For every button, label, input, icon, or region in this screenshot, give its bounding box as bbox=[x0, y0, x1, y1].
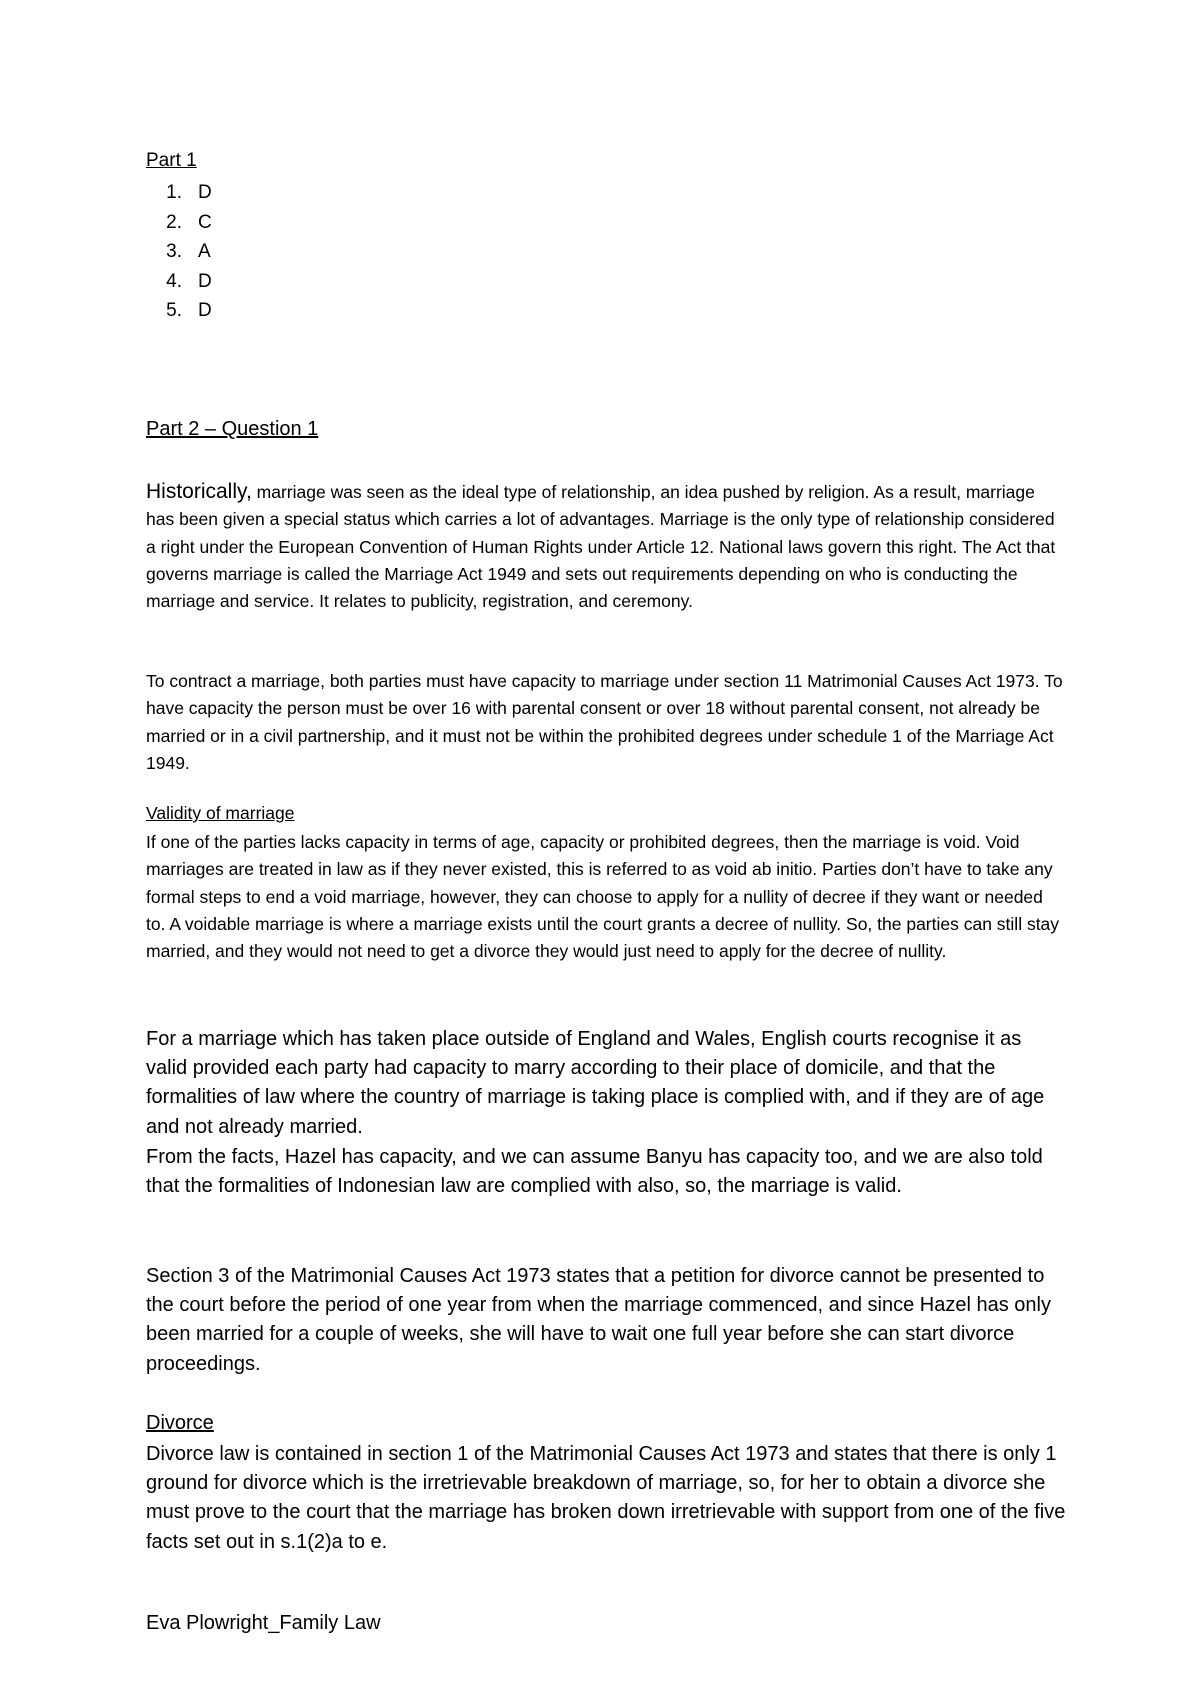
page-footer: Eva Plowright_Family Law bbox=[146, 1612, 381, 1634]
paragraph-capacity: To contract a marriage, both parties must have capacity to marriage under section 11 Matrimonial Causes Act 1973. To have capacity the person must be over 16 with parental consent or over 18 without parental consent, not already be married or in a civil partnership, and it must not be within the prohibited degrees under schedule 1 of the Marriage Act 1949. bbox=[146, 671, 1063, 773]
list-item: 3. A bbox=[146, 237, 212, 267]
paragraph-validity: If one of the parties lacks capacity in terms of age, capacity or prohibited degrees, then the marriage is void. Void marriages are treated in law as if they never existed, this is referred to as void ab initio. Parties don’t have to take any formal steps to end a void marriage, however, they can choose to apply for a nullity of decree if they want or needed to. A voidable marriage is where a marriage exists until the court grants a decree of nullity. So, the parties can still stay married, and they would not need to get a divorce they would just need to apply for the decree of nullity. bbox=[146, 832, 1060, 962]
answer-value: D bbox=[198, 182, 212, 203]
answer-value: A bbox=[198, 241, 211, 262]
paragraph-facts: From the facts, Hazel has capacity, and we can assume Banyu has capacity too, and we are also told that the formalities of Indonesian law are complied with also, so, the marriage is valid. bbox=[146, 1146, 1043, 1198]
divorce-heading: Divorce bbox=[146, 1412, 214, 1434]
answer-value: D bbox=[198, 270, 212, 292]
paragraph-section-3: Section 3 of the Matrimonial Causes Act 1973 states that a petition for divorce cannot be presented to the court before the period of one year from when the marriage commenced, and since Hazel has only been married for a couple of weeks, she will have to wait one full year before she can start divorce proceedings. bbox=[146, 1265, 1051, 1375]
list-item: 2. C bbox=[146, 208, 212, 238]
part1-heading: Part 1 bbox=[146, 150, 197, 171]
answer-list bbox=[146, 178, 212, 326]
paragraph-historically: Historically, marriage was seen as the ideal type of relationship, an idea pushed by religion. As a result, marriage has been given a special status which carries a lot of advantages. Marriage is the only type of relationship considered a right under the European Convention of Human Rights under Article 12. National laws govern this right. The Act that governs marriage is called the Marriage Act 1949 and sets out requirements depending on who is conducting the marriage and service. It relates to publicity, registration, and ceremony. bbox=[146, 480, 1056, 612]
list-item: 4. D bbox=[146, 267, 212, 297]
list-item: 5. D bbox=[146, 296, 212, 326]
paragraph-divorce: Divorce law is contained in section 1 of the Matrimonial Causes Act 1973 and states that there is only 1 ground for divorce which is the irretrievable breakdown of marriage, so, for her to obtain a divorce she must prove to the court that the marriage has broken down irretrievable with support from one of the five facts set out in s.1(2)a to e. bbox=[146, 1443, 1066, 1553]
answer-value: D bbox=[198, 300, 212, 321]
answer-value: C bbox=[198, 211, 212, 233]
validity-heading: Validity of marriage bbox=[146, 803, 295, 823]
part2-heading: Part 2 – Question 1 bbox=[146, 418, 319, 440]
paragraph-foreign-marriage: For a marriage which has taken place outside of England and Wales, English courts recognise it as valid provided each party had capacity to marry according to their place of domicile, and that the formalities of law where the country of marriage is taking place is complied with, and if they are of age and not already married. bbox=[146, 1028, 1045, 1138]
list-item: 1. D bbox=[146, 178, 212, 208]
